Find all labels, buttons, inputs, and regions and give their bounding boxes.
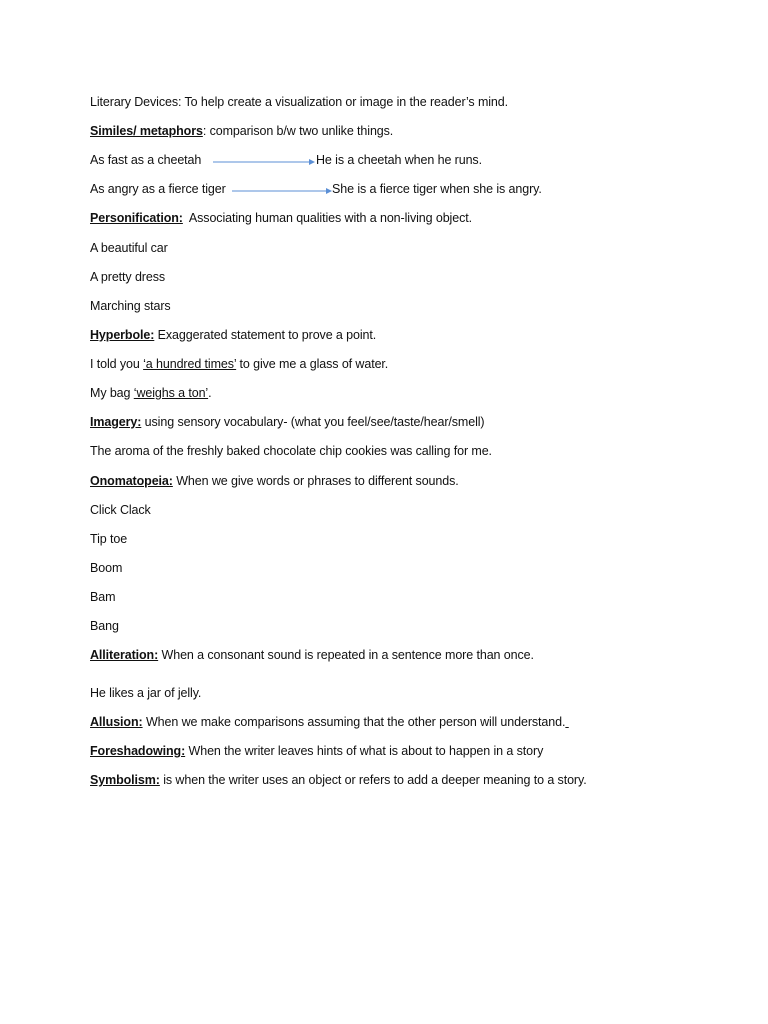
arrow-icon bbox=[232, 188, 332, 190]
foreshadowing-term: Foreshadowing: bbox=[90, 744, 186, 758]
imagery-line bbox=[90, 414, 484, 430]
onomatopeia-example-4: Bam bbox=[90, 590, 116, 604]
hyperbole-example-1-suffix: to give me a glass of water. bbox=[236, 357, 389, 371]
hyperbole-example-2-highlight: ‘weighs a ton’ bbox=[133, 386, 209, 400]
similes-line bbox=[90, 123, 393, 139]
hyperbole-example-1-highlight: ‘a hundred times’ bbox=[143, 357, 237, 371]
hyperbole-line bbox=[90, 327, 376, 343]
hyperbole-example-1-prefix: I told you bbox=[90, 357, 144, 371]
simile-example-2-right: She is a fierce tiger when she is angry. bbox=[332, 182, 542, 196]
allusion-term: Allusion: bbox=[90, 715, 143, 729]
onomatopeia-example-5: Bang bbox=[90, 619, 119, 633]
onomatopeia-definition: When we give words or phrases to different sounds. bbox=[172, 474, 459, 488]
symbolism-definition: is when the writer uses an object or refers to add a deeper meaning to a story. bbox=[159, 773, 587, 787]
alliteration-term: Alliteration: bbox=[90, 648, 159, 662]
personification-definition: Associating human qualities with a non-living object. bbox=[182, 211, 472, 225]
hyperbole-definition: Exaggerated statement to prove a point. bbox=[154, 328, 377, 342]
imagery-term: Imagery: bbox=[90, 415, 142, 429]
similes-term: Similes/ metaphors bbox=[90, 124, 203, 138]
hyperbole-example-2-suffix: . bbox=[208, 386, 212, 400]
arrow-icon bbox=[213, 159, 315, 161]
symbolism-term: Symbolism: bbox=[90, 773, 160, 787]
intro-text: Literary Devices: To help create a visualization or image in the reader’s mind. bbox=[90, 95, 509, 109]
imagery-example: The aroma of the freshly baked chocolate chip cookies was calling for me. bbox=[90, 444, 492, 458]
alliteration-line bbox=[90, 647, 534, 663]
simile-example-1-left: As fast as a cheetah bbox=[90, 153, 202, 167]
simile-example-2-left: As angry as a fierce tiger bbox=[90, 182, 226, 196]
personification-example-1: A beautiful car bbox=[90, 241, 168, 255]
onomatopeia-example-3: Boom bbox=[90, 561, 123, 575]
onomatopeia-example-1: Click Clack bbox=[90, 503, 151, 517]
imagery-definition: using sensory vocabulary- (what you feel/see/taste/hear/smell) bbox=[141, 415, 485, 429]
hyperbole-example-2 bbox=[90, 385, 211, 401]
onomatopeia-example-2: Tip toe bbox=[90, 532, 128, 546]
similes-definition: : comparison b/w two unlike things. bbox=[202, 124, 394, 138]
hyperbole-example-2-prefix: My bag bbox=[90, 386, 134, 400]
allusion-trailing-underline bbox=[565, 715, 568, 729]
hyperbole-example-1 bbox=[90, 356, 388, 372]
hyperbole-term: Hyperbole: bbox=[90, 328, 155, 342]
personification-line bbox=[90, 210, 472, 226]
foreshadowing-definition: When the writer leaves hints of what is about to happen in a story bbox=[185, 744, 544, 758]
personification-example-2: A pretty dress bbox=[90, 270, 166, 284]
foreshadowing-line bbox=[90, 743, 543, 759]
personification-term: Personification: bbox=[90, 211, 183, 225]
allusion-line bbox=[90, 714, 569, 730]
symbolism-line bbox=[90, 772, 587, 788]
personification-example-3: Marching stars bbox=[90, 299, 171, 313]
intro-line bbox=[90, 94, 508, 110]
onomatopeia-term: Onomatopeia: bbox=[90, 474, 173, 488]
alliteration-example: He likes a jar of jelly. bbox=[90, 686, 202, 700]
simile-example-1-right: He is a cheetah when he runs. bbox=[316, 153, 482, 167]
alliteration-definition: When a consonant sound is repeated in a sentence more than once. bbox=[158, 648, 534, 662]
onomatopeia-line bbox=[90, 473, 459, 489]
allusion-definition: When we make comparisons assuming that the other person will understand. bbox=[142, 715, 566, 729]
